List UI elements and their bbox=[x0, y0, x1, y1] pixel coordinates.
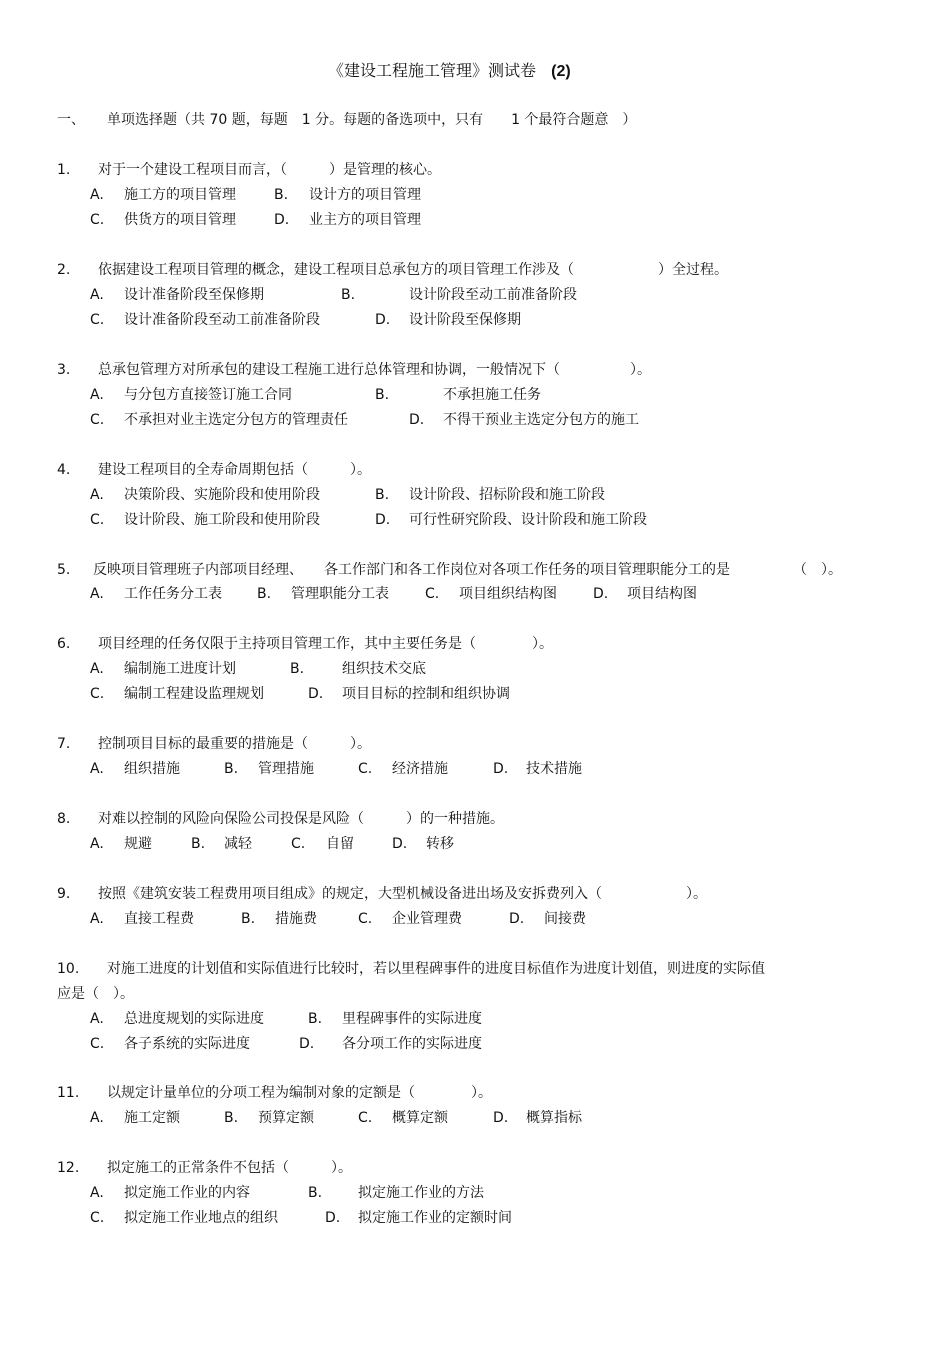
option-text: 设计方的项目管理 bbox=[309, 187, 421, 203]
question-number: 1. bbox=[57, 162, 71, 178]
option-text: 管理措施 bbox=[258, 761, 314, 777]
section-number: 一、 bbox=[57, 112, 85, 128]
question-number: 4. bbox=[57, 462, 71, 478]
option-text: 概算定额 bbox=[392, 1110, 448, 1126]
option-text: 自留 bbox=[326, 836, 354, 852]
option-text: 设计阶段、招标阶段和施工阶段 bbox=[409, 487, 605, 503]
option-text: 不承担对业主选定分包方的管理责任 bbox=[124, 412, 348, 428]
question-stem: 建设工程项目的全寿命周期包括（ ）。 bbox=[98, 462, 371, 478]
option-letter: B. bbox=[308, 1185, 323, 1201]
option-text: 拟定施工作业的方法 bbox=[358, 1185, 484, 1201]
option-text: 不得干预业主选定分包方的施工 bbox=[443, 412, 639, 428]
option-letter: D. bbox=[493, 761, 509, 777]
section-heading: 单项选择题（共 70 题，每题 1 分。每题的备选项中，只有 1 个最符合题意 ） bbox=[107, 112, 637, 128]
option-letter: C. bbox=[358, 1110, 373, 1126]
option-text: 规避 bbox=[124, 836, 152, 852]
option-text: 措施费 bbox=[275, 911, 317, 927]
option-text: 管理职能分工表 bbox=[291, 586, 389, 602]
option-text: 直接工程费 bbox=[124, 911, 194, 927]
option-letter: C. bbox=[90, 212, 105, 228]
question-stem: 对施工进度的计划值和实际值进行比较时，若以里程碑事件的进度目标值作为进度计划值，则进度的实际值 bbox=[107, 961, 765, 977]
option-text: 设计准备阶段至动工前准备阶段 bbox=[124, 312, 320, 328]
title-suffix: (2) bbox=[551, 63, 571, 80]
option-text: 拟定施工作业的定额时间 bbox=[358, 1210, 512, 1226]
option-letter: B. bbox=[224, 1110, 239, 1126]
option-text: 设计阶段至保修期 bbox=[409, 312, 521, 328]
question-stem: 反映项目管理班子内部项目经理、 各工作部门和各工作岗位对各项工作任务的项目管理职能分工的是 （ ）。 bbox=[93, 562, 842, 578]
option-text: 组织技术交底 bbox=[342, 661, 426, 677]
option-letter: D. bbox=[493, 1110, 509, 1126]
option-letter: D. bbox=[308, 686, 324, 702]
option-letter: B. bbox=[224, 761, 239, 777]
option-text: 各子系统的实际进度 bbox=[124, 1036, 250, 1052]
option-text: 施工定额 bbox=[124, 1110, 180, 1126]
option-letter: C. bbox=[90, 686, 105, 702]
option-letter: A. bbox=[90, 1011, 104, 1027]
option-text: 与分包方直接签订施工合同 bbox=[124, 387, 292, 403]
option-text: 概算指标 bbox=[526, 1110, 582, 1126]
option-letter: B. bbox=[241, 911, 256, 927]
option-letter: C. bbox=[90, 1036, 105, 1052]
question-number: 8. bbox=[57, 811, 71, 827]
option-letter: C. bbox=[90, 512, 105, 528]
option-letter: A. bbox=[90, 387, 104, 403]
option-text: 里程碑事件的实际进度 bbox=[342, 1011, 482, 1027]
option-letter: B. bbox=[257, 586, 272, 602]
option-text: 各分项工作的实际进度 bbox=[342, 1036, 482, 1052]
question-stem: 项目经理的任务仅限于主持项目管理工作，其中主要任务是（ ）。 bbox=[98, 636, 553, 652]
option-text: 企业管理费 bbox=[392, 911, 462, 927]
option-text: 总进度规划的实际进度 bbox=[124, 1011, 264, 1027]
question-stem-continued: 应是（ ）。 bbox=[57, 986, 134, 1002]
option-text: 施工方的项目管理 bbox=[124, 187, 236, 203]
option-text: 设计准备阶段至保修期 bbox=[124, 287, 264, 303]
option-letter: D. bbox=[509, 911, 525, 927]
option-letter: B. bbox=[290, 661, 305, 677]
option-text: 设计阶段至动工前准备阶段 bbox=[409, 287, 577, 303]
option-letter: A. bbox=[90, 187, 104, 203]
option-text: 不承担施工任务 bbox=[443, 387, 541, 403]
question-stem: 按照《建筑安装工程费用项目组成》的规定，大型机械设备进出场及安拆费列入（ ）。 bbox=[98, 886, 707, 902]
option-letter: B. bbox=[375, 387, 390, 403]
option-letter: C. bbox=[358, 911, 373, 927]
question-number: 5. bbox=[57, 562, 71, 578]
option-text: 项目目标的控制和组织协调 bbox=[342, 686, 510, 702]
option-letter: B. bbox=[308, 1011, 323, 1027]
option-letter: A. bbox=[90, 761, 104, 777]
question-number: 9. bbox=[57, 886, 71, 902]
option-letter: D. bbox=[593, 586, 609, 602]
option-letter: A. bbox=[90, 487, 104, 503]
question-number: 11. bbox=[57, 1085, 80, 1101]
option-letter: B. bbox=[375, 487, 390, 503]
option-text: 编制工程建设监理规划 bbox=[124, 686, 264, 702]
question-stem: 控制项目目标的最重要的措施是（ ）。 bbox=[98, 736, 371, 752]
option-letter: D. bbox=[299, 1036, 315, 1052]
option-letter: D. bbox=[392, 836, 408, 852]
question-number: 7. bbox=[57, 736, 71, 752]
option-letter: C. bbox=[90, 412, 105, 428]
option-letter: C. bbox=[90, 312, 105, 328]
option-letter: B. bbox=[191, 836, 206, 852]
option-letter: A. bbox=[90, 287, 104, 303]
question-number: 10. bbox=[57, 961, 80, 977]
option-text: 间接费 bbox=[544, 911, 586, 927]
option-text: 编制施工进度计划 bbox=[124, 661, 236, 677]
option-text: 业主方的项目管理 bbox=[309, 212, 421, 228]
option-letter: C. bbox=[358, 761, 373, 777]
option-text: 设计阶段、施工阶段和使用阶段 bbox=[124, 512, 320, 528]
option-text: 拟定施工作业地点的组织 bbox=[124, 1210, 278, 1226]
option-letter: A. bbox=[90, 586, 104, 602]
option-letter: C. bbox=[425, 586, 440, 602]
option-text: 项目组织结构图 bbox=[459, 586, 557, 602]
option-letter: D. bbox=[375, 312, 391, 328]
option-letter: B. bbox=[274, 187, 289, 203]
option-letter: D. bbox=[325, 1210, 341, 1226]
option-text: 预算定额 bbox=[258, 1110, 314, 1126]
question-stem: 对难以控制的风险向保险公司投保是风险（ ）的一种措施。 bbox=[98, 811, 504, 827]
option-text: 转移 bbox=[426, 836, 454, 852]
option-text: 工作任务分工表 bbox=[124, 586, 222, 602]
option-letter: B. bbox=[341, 287, 356, 303]
option-letter: A. bbox=[90, 1185, 104, 1201]
question-stem: 依据建设工程项目管理的概念，建设工程项目总承包方的项目管理工作涉及（ ）全过程。 bbox=[98, 262, 728, 278]
question-number: 6. bbox=[57, 636, 71, 652]
question-number: 3. bbox=[57, 362, 71, 378]
question-stem: 以规定计量单位的分项工程为编制对象的定额是（ ）。 bbox=[107, 1085, 492, 1101]
option-letter: D. bbox=[274, 212, 290, 228]
option-text: 可行性研究阶段、设计阶段和施工阶段 bbox=[409, 512, 647, 528]
title-text: 《建设工程施工管理》测试卷 bbox=[328, 61, 537, 80]
option-text: 拟定施工作业的内容 bbox=[124, 1185, 250, 1201]
option-text: 组织措施 bbox=[124, 761, 180, 777]
page-title bbox=[328, 62, 571, 81]
question-stem: 拟定施工的正常条件不包括（ ）。 bbox=[107, 1160, 352, 1176]
option-letter: A. bbox=[90, 911, 104, 927]
option-letter: A. bbox=[90, 661, 104, 677]
option-letter: D. bbox=[409, 412, 425, 428]
option-text: 项目结构图 bbox=[627, 586, 697, 602]
option-text: 决策阶段、实施阶段和使用阶段 bbox=[124, 487, 320, 503]
question-number: 2. bbox=[57, 262, 71, 278]
question-stem: 总承包管理方对所承包的建设工程施工进行总体管理和协调，一般情况下（ ）。 bbox=[98, 362, 651, 378]
option-letter: C. bbox=[90, 1210, 105, 1226]
question-stem: 对于一个建设工程项目而言，（ ）是管理的核心。 bbox=[98, 162, 441, 178]
option-letter: A. bbox=[90, 836, 104, 852]
option-letter: C. bbox=[291, 836, 306, 852]
question-number: 12. bbox=[57, 1160, 80, 1176]
option-text: 经济措施 bbox=[392, 761, 448, 777]
option-text: 供货方的项目管理 bbox=[124, 212, 236, 228]
option-text: 减轻 bbox=[224, 836, 252, 852]
option-letter: A. bbox=[90, 1110, 104, 1126]
option-text: 技术措施 bbox=[526, 761, 582, 777]
option-letter: D. bbox=[375, 512, 391, 528]
